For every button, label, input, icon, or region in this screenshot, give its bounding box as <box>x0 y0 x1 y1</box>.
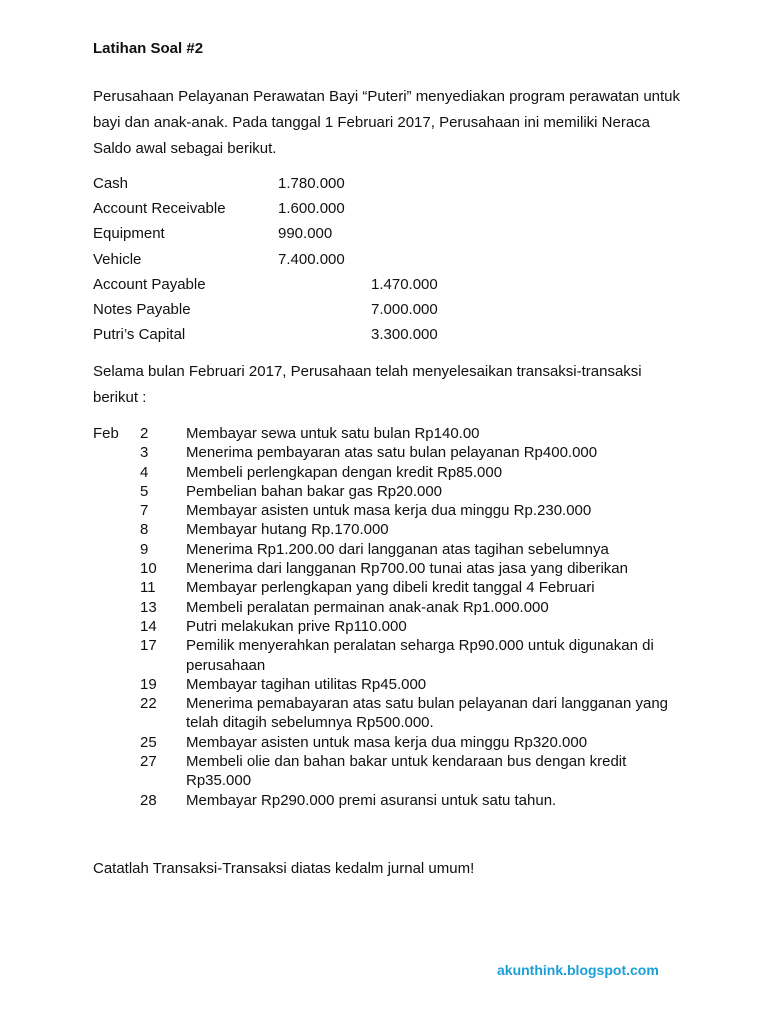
transaction-text: Menerima Rp1.200.00 dari langganan atas tagihan sebelumnya <box>186 540 609 558</box>
transaction-day: 7 <box>140 502 149 520</box>
transaction-day: 10 <box>140 560 157 578</box>
transaction-row <box>93 791 683 810</box>
transaction-day: 13 <box>140 598 157 616</box>
transaction-row <box>93 675 683 694</box>
balance-row <box>93 297 513 322</box>
transaction-text: Membayar asisten untuk masa kerja dua minggu Rp.230.000 <box>186 502 592 520</box>
balance-row <box>93 272 513 297</box>
transaction-day: 5 <box>140 482 149 500</box>
transaction-row <box>93 598 683 617</box>
transaction-row <box>93 424 683 443</box>
instruction-text: Catatlah Transaksi-Transaksi diatas kedalm jurnal umum! <box>93 860 475 877</box>
debit-amount: 990.000 <box>278 225 333 243</box>
transaction-text: Pemilik menyerahkan peralatan seharga Rp90.000 untuk digunakan di perusahaan <box>186 637 654 674</box>
balance-row <box>93 171 513 196</box>
transaction-text: Menerima pemabayaran atas satu bulan pelayanan dari langganan yang telah ditagih sebelumnya Rp500.000. <box>186 695 668 732</box>
month-label: Feb <box>93 425 119 442</box>
transaction-text: Membeli perlengkapan dengan kredit Rp85.000 <box>186 463 503 481</box>
balance-row <box>93 221 513 246</box>
transaction-day: 2 <box>140 425 149 442</box>
transaction-row <box>93 578 683 597</box>
transaction-day: 14 <box>140 617 157 635</box>
balance-row <box>93 196 513 221</box>
transaction-day: 19 <box>140 675 157 693</box>
transaction-row <box>93 752 683 791</box>
account-name: Notes Payable <box>93 300 191 318</box>
transaction-day: 28 <box>140 791 157 809</box>
transaction-row <box>93 463 683 482</box>
transaction-day: 9 <box>140 540 149 558</box>
transaction-text: Membayar tagihan utilitas Rp45.000 <box>186 675 427 693</box>
balance-row <box>93 322 513 347</box>
account-name: Equipment <box>93 225 165 243</box>
document-title: Latihan Soal #2 <box>93 40 204 57</box>
account-name: Vehicle <box>93 250 142 268</box>
transaction-row <box>93 482 683 501</box>
transaction-text: Membayar hutang Rp.170.000 <box>186 521 389 539</box>
transaction-day: 27 <box>140 753 157 771</box>
transaction-row <box>93 694 683 733</box>
transaction-text: Putri melakukan prive Rp110.000 <box>186 617 407 635</box>
transaction-text: Menerima pembayaran atas satu bulan pelayanan Rp400.000 <box>186 444 598 462</box>
transaction-list <box>93 424 683 810</box>
transaction-text: Membeli peralatan permainan anak-anak Rp1.000.000 <box>186 598 549 616</box>
transaction-text: Membayar asisten untuk masa kerja dua minggu Rp320.000 <box>186 733 588 751</box>
credit-amount: 1.470.000 <box>371 275 438 293</box>
balance-row <box>93 247 513 272</box>
transaction-day: 22 <box>140 695 157 713</box>
transaction-text: Pembelian bahan bakar gas Rp20.000 <box>186 482 443 500</box>
account-name: Account Receivable <box>93 200 226 218</box>
account-name: Putri’s Capital <box>93 326 186 344</box>
transaction-day: 3 <box>140 444 149 462</box>
transaction-row <box>93 733 683 752</box>
credit-amount: 3.300.000 <box>371 326 438 344</box>
transaction-row <box>93 559 683 578</box>
transaction-row <box>93 501 683 520</box>
footer-link[interactable]: akunthink.blogspot.com <box>497 962 659 978</box>
debit-amount: 7.400.000 <box>278 250 345 268</box>
transaction-text: Membayar perlengkapan yang dibeli kredit tanggal 4 Februari <box>186 579 595 597</box>
transaction-day: 25 <box>140 733 157 751</box>
transaction-day: 11 <box>140 579 156 597</box>
transaction-row <box>93 617 683 636</box>
transaction-row <box>93 636 683 675</box>
transaction-day: 4 <box>140 463 149 481</box>
transaction-row <box>93 520 683 539</box>
transaction-text: Membayar Rp290.000 premi asuransi untuk satu tahun. <box>186 791 557 809</box>
transactions-intro: Selama bulan Februari 2017, Perusahaan telah menyelesaikan transaksi-transaksi berikut : <box>93 363 642 406</box>
transaction-row <box>93 443 683 462</box>
debit-amount: 1.780.000 <box>278 175 345 192</box>
trial-balance <box>93 171 513 347</box>
intro-paragraph: Perusahaan Pelayanan Perawatan Bayi “Puteri” menyediakan program perawatan untuk bayi dan anak-anak. Pada tanggal 1 Februari 2017, Perusahaan ini memiliki Neraca Saldo awal sebagai berikut. <box>93 88 681 157</box>
transaction-text: Membeli olie dan bahan bakar untuk kendaraan bus dengan kredit Rp35.000 <box>186 753 627 790</box>
credit-amount: 7.000.000 <box>371 300 438 318</box>
debit-amount: 1.600.000 <box>278 200 345 218</box>
transaction-day: 8 <box>140 521 149 539</box>
transaction-text: Membayar sewa untuk satu bulan Rp140.00 <box>186 425 480 442</box>
transaction-text: Menerima dari langganan Rp700.00 tunai atas jasa yang diberikan <box>186 560 628 578</box>
transaction-row <box>93 540 683 559</box>
account-name: Account Payable <box>93 275 206 293</box>
account-name: Cash <box>93 175 129 192</box>
transaction-day: 17 <box>140 637 157 655</box>
